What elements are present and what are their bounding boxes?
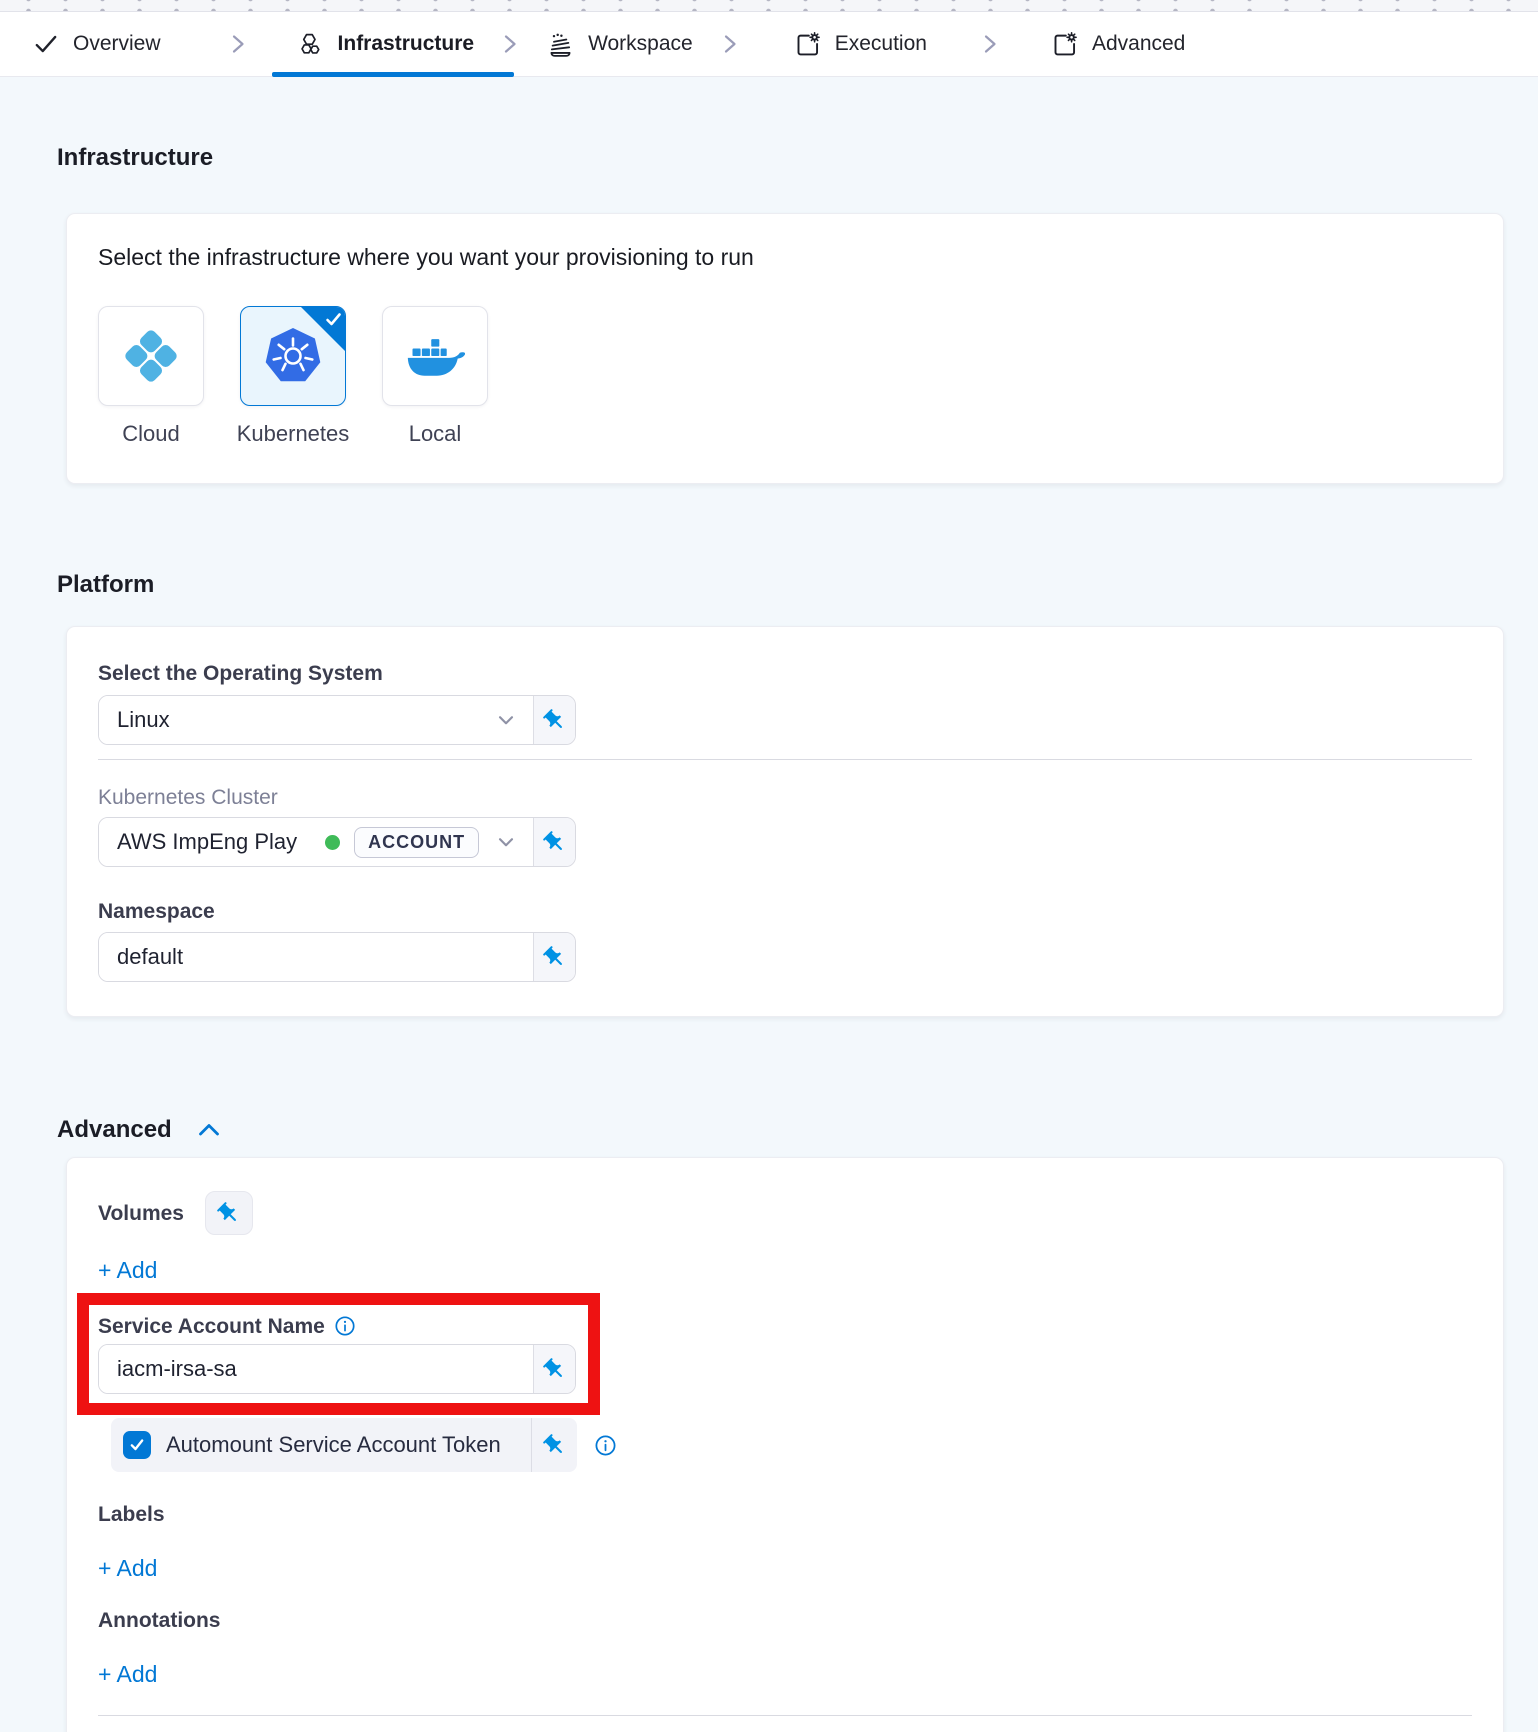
scope-badge: ACCOUNT: [354, 827, 479, 858]
infrastructure-description: Select the infrastructure where you want your provisioning to run: [98, 244, 754, 270]
platform-divider: [98, 759, 1472, 760]
docker-icon: [405, 332, 465, 380]
pin-icon: [542, 945, 567, 970]
namespace-input-group: [98, 932, 576, 982]
os-select-value: Linux: [117, 707, 170, 732]
automount-pin-toggle[interactable]: [531, 1418, 577, 1472]
service-account-pin-toggle[interactable]: [533, 1345, 575, 1393]
annotation-highlight-box: [77, 1293, 600, 1415]
service-account-label: Service Account Name: [98, 1314, 325, 1338]
kubernetes-tile[interactable]: [240, 306, 346, 406]
automount-checkbox[interactable]: [123, 1431, 151, 1459]
volumes-row: [98, 1191, 1472, 1235]
active-tab-underline: [272, 72, 514, 77]
chevron-right-icon: [501, 31, 519, 57]
collapse-caret-up-icon[interactable]: [196, 1121, 222, 1139]
pin-icon: [542, 708, 567, 733]
infrastructure-section-heading: Infrastructure: [57, 144, 214, 171]
volumes-label: Volumes: [98, 1201, 184, 1225]
os-select: [98, 695, 576, 745]
platform-card: [66, 626, 1504, 1017]
namespace-pin-toggle[interactable]: [533, 933, 575, 981]
box-gear-icon: [794, 31, 821, 58]
tab-execution[interactable]: [794, 31, 927, 58]
tab-workspace-label: Workspace: [588, 32, 693, 55]
info-icon[interactable]: [334, 1315, 356, 1337]
tab-execution-label: Execution: [834, 32, 927, 55]
tab-overview-label: Overview: [73, 32, 161, 55]
chevron-right-icon: [229, 31, 247, 57]
labels-field-label: Labels: [98, 1503, 165, 1526]
infrastructure-card: [66, 213, 1504, 484]
tab-workspace[interactable]: [547, 31, 693, 58]
cluster-select-value: AWS ImpEng Play: [117, 829, 298, 854]
tab-advanced-label: Advanced: [1091, 32, 1186, 55]
box-gear-icon: [1051, 31, 1078, 58]
cloud-tile-label: Cloud: [122, 421, 180, 446]
tab-infrastructure-label: Infrastructure: [337, 32, 475, 55]
tab-overview[interactable]: [33, 31, 161, 57]
infrastructure-options: [98, 306, 1472, 447]
volumes-pin-toggle[interactable]: [205, 1191, 253, 1235]
chevron-down-icon: [493, 829, 519, 855]
chevron-right-icon: [981, 31, 999, 57]
info-icon[interactable]: [594, 1434, 617, 1457]
cloud-icon: [122, 327, 180, 385]
canvas-dots-strip: [0, 0, 1538, 12]
check-icon: [33, 31, 59, 57]
add-volume-link[interactable]: + Add: [98, 1257, 158, 1283]
pin-icon: [216, 1201, 241, 1226]
advanced-section-heading: Advanced: [57, 1116, 172, 1143]
advanced-card: [66, 1157, 1504, 1732]
local-tile-label: Local: [408, 421, 462, 446]
namespace-field-label: Namespace: [98, 900, 215, 923]
chevron-down-icon: [493, 707, 519, 733]
platform-section-heading: Platform: [57, 571, 155, 598]
automount-row[interactable]: [111, 1418, 577, 1472]
tab-advanced[interactable]: [1051, 31, 1185, 58]
pin-icon: [542, 1357, 567, 1382]
stepper-tab-bar: [0, 12, 1538, 77]
service-account-label-row: [98, 1315, 576, 1337]
cluster-select-control[interactable]: [99, 818, 533, 866]
os-field-label: Select the Operating System: [98, 662, 383, 685]
pin-icon: [542, 830, 567, 855]
cloud-tile[interactable]: [98, 306, 204, 406]
main-content: [0, 145, 1538, 1732]
annotations-field-label: Annotations: [98, 1609, 221, 1632]
advanced-section-heading-row: [57, 1117, 1504, 1143]
os-select-control[interactable]: [99, 696, 533, 744]
connector-status-dot: [325, 835, 340, 850]
option-local: [382, 306, 488, 447]
cluster-pin-toggle[interactable]: [533, 818, 575, 866]
cluster-select: [98, 817, 576, 867]
service-account-input[interactable]: [117, 1356, 519, 1382]
kubernetes-icon: [263, 328, 323, 384]
layers-stack-icon: [547, 31, 574, 58]
kubernetes-tile-label: Kubernetes: [236, 421, 350, 446]
automount-label: Automount Service Account Token: [166, 1432, 501, 1457]
add-label-link[interactable]: + Add: [98, 1555, 158, 1581]
option-kubernetes: [236, 306, 350, 447]
add-annotation-link[interactable]: + Add: [98, 1661, 158, 1687]
advanced-bottom-divider: [98, 1715, 1472, 1716]
automount-wrap: [111, 1418, 1472, 1472]
cluster-field-label: Kubernetes Cluster: [98, 786, 278, 809]
tab-infrastructure[interactable]: [297, 31, 475, 58]
option-cloud: [98, 306, 204, 447]
local-tile[interactable]: [382, 306, 488, 406]
service-account-input-group: [98, 1344, 576, 1394]
pin-icon: [542, 1433, 567, 1458]
hexagons-icon: [297, 31, 324, 58]
os-pin-toggle[interactable]: [533, 696, 575, 744]
namespace-input[interactable]: [117, 944, 519, 970]
chevron-right-icon: [721, 31, 739, 57]
